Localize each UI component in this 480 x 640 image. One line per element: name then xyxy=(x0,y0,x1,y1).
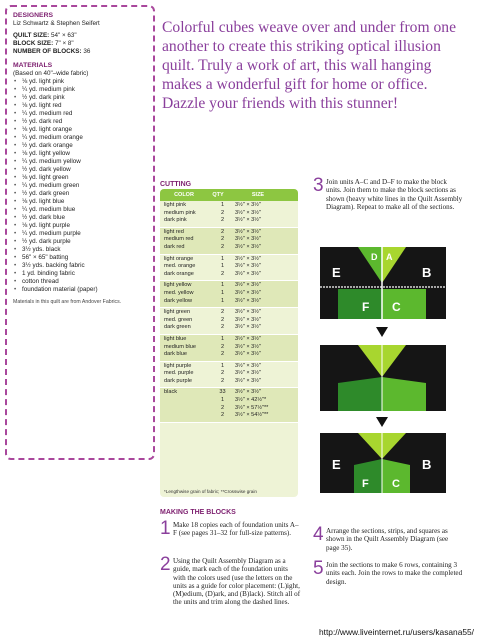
cutting-size: 3½" × 3½" xyxy=(235,389,261,396)
cutting-qty: 2 xyxy=(220,309,225,316)
cutting-qty: 1 xyxy=(220,297,225,304)
cutting-color: black xyxy=(164,389,178,396)
material-item: • ½ yd. dark yellow xyxy=(13,166,148,174)
cutting-color: dark green xyxy=(164,324,191,331)
cutting-qty-column xyxy=(213,309,232,332)
step-3-text: Join units A–C and D–F to make the block units. Join them to make the block sections as shown (heavy white lines in the Quilt Assembly Diagram). Repeat to make all of the sections. xyxy=(326,178,463,211)
step-2-text: Using the Quilt Assembly Diagram as a guide, mark each of the foundation units with the colors used (use the letters on the units as a guide for color placement: (L)ight, (M)edium, (D)ark, and (B)lack). Stitch all of the units and trim along the dashed lines. xyxy=(173,557,301,607)
cutting-size: 3½" × 3½" xyxy=(235,335,261,342)
cutting-qty-column xyxy=(213,363,232,386)
cutting-size: 3½" × 3½" xyxy=(235,362,261,369)
block-label-f: F xyxy=(362,478,369,490)
making-heading: MAKING THE BLOCKS xyxy=(160,509,236,516)
cutting-color: med. orange xyxy=(164,263,196,270)
cutting-color-column xyxy=(160,229,213,252)
cutting-size: 3½" × 3½" xyxy=(235,243,261,250)
cutting-size: 3½" × 3½" xyxy=(235,343,261,350)
cutting-color: light yellow xyxy=(164,282,192,289)
intro-text: Colorful cubes weave over and under from one another to create this striking optical illusion quilt. Truly a work of art, this wall hanging makes a wonderful gift for home or office. Dazzle your friends with this stunner! xyxy=(162,19,457,113)
cutting-size-column xyxy=(232,202,297,225)
cutting-qty: 1 xyxy=(220,362,225,369)
step-1 xyxy=(160,518,302,539)
material-item: • 3½ yds. black xyxy=(13,246,148,254)
cutting-size: 3½" × 3½" xyxy=(235,324,261,331)
cutting-qty: 2 xyxy=(220,324,225,331)
step-2-number: 2 xyxy=(160,554,171,575)
cutting-qty-column xyxy=(213,202,232,225)
cutting-color: medium pink xyxy=(164,209,196,216)
cutting-size: 3½" × 3½" xyxy=(235,351,261,358)
header-size: SIZE xyxy=(251,192,265,198)
cutting-size-column xyxy=(232,229,297,252)
block-label-e: E xyxy=(332,457,341,472)
cutting-size: 3½" × 3½" xyxy=(235,202,261,208)
cutting-color: medium red xyxy=(164,236,194,243)
arrow-down-1 xyxy=(376,327,388,337)
cutting-color: dark blue xyxy=(164,351,188,358)
cutting-footnote: *Lengthwise grain of fabric; **Crosswise grain xyxy=(164,489,257,494)
cutting-color-column xyxy=(160,282,213,305)
cutting-size: 3½" × 3½" xyxy=(235,255,261,262)
cutting-qty: 2 xyxy=(220,217,225,224)
cutting-qty: 2 xyxy=(220,209,225,216)
material-item: • ⅛ yd. light pink xyxy=(13,78,148,86)
joined-left xyxy=(338,377,382,411)
cutting-color-column xyxy=(160,363,213,386)
material-item: • 56" × 65" batting xyxy=(13,254,148,262)
cutting-qty: 1 xyxy=(220,289,225,296)
label-b: B xyxy=(422,265,432,280)
cutting-size: 3½" × 54½"** xyxy=(235,412,269,419)
materials-heading: MATERIALS xyxy=(13,62,53,69)
cutting-group xyxy=(160,388,298,422)
cutting-size: 3½" × 3½" xyxy=(235,297,261,304)
cutting-qty: 1 xyxy=(220,282,225,289)
material-item: • ½ yd. dark pink xyxy=(13,94,148,102)
cutting-size: 3½" × 42½"* xyxy=(235,397,267,404)
cutting-color-column xyxy=(160,389,213,419)
material-item: • ½ yd. dark blue xyxy=(13,214,148,222)
cutting-color: med. purple xyxy=(164,370,194,377)
cutting-table-header xyxy=(160,189,298,201)
cutting-qty: 2 xyxy=(220,270,225,277)
material-item: • ¼ yd. medium purple xyxy=(13,230,148,238)
step-4-text: Arrange the sections, strips, and squares as shown in the Quilt Assembly Diagram (see page 35). xyxy=(326,527,449,552)
step-2 xyxy=(160,554,302,607)
material-item: • ½ yd. dark purple xyxy=(13,238,148,246)
materials-sidebar xyxy=(5,5,155,460)
cutting-color: dark orange xyxy=(164,270,194,277)
cutting-color: med. yellow xyxy=(164,289,194,296)
step-4 xyxy=(313,524,463,552)
cutting-qty: 2 xyxy=(220,236,225,243)
diagram-units-panel xyxy=(320,247,446,319)
cutting-qty: 2 xyxy=(220,404,225,411)
cutting-qty: 2 xyxy=(220,351,225,358)
material-item: • 1 yd. binding fabric xyxy=(13,270,148,278)
cutting-color-column xyxy=(160,202,213,225)
cutting-qty: 2 xyxy=(220,316,225,323)
cutting-size-column xyxy=(232,309,297,332)
cutting-size: 3½" × 3½" xyxy=(235,282,261,289)
cutting-size: 3½" × 3½" xyxy=(235,217,261,224)
header-color: COLOR xyxy=(174,192,194,198)
cutting-size: 3½" × 3½" xyxy=(235,228,261,235)
cutting-color-column xyxy=(160,256,213,279)
cutting-qty-column xyxy=(213,336,232,359)
cutting-color: dark red xyxy=(164,243,185,250)
material-item: • cotton thread xyxy=(13,278,148,286)
label-d: D xyxy=(371,252,378,262)
cutting-size-column xyxy=(232,363,297,386)
block-assembly-diagram xyxy=(318,243,448,495)
cutting-size: 3½" × 3½" xyxy=(235,289,261,296)
cutting-size-column xyxy=(232,389,297,419)
cutting-size-column xyxy=(232,282,297,305)
label-f: F xyxy=(362,300,370,314)
material-item: • ⅛ yd. light green xyxy=(13,174,148,182)
cutting-qty: 2 xyxy=(220,377,225,384)
cutting-size: 3½" × 3½" xyxy=(235,309,261,316)
cutting-table-body xyxy=(160,201,298,423)
material-item: • ½ yd. dark red xyxy=(13,118,148,126)
number-of-blocks: NUMBER OF BLOCKS: 36 xyxy=(13,48,91,55)
cutting-size: 3½" × 3½" xyxy=(235,263,261,270)
cutting-qty: 1 xyxy=(220,335,225,342)
material-item: • ¼ yd. medium green xyxy=(13,182,148,190)
cutting-qty: 1 xyxy=(220,255,225,262)
block-label-b: B xyxy=(422,457,432,472)
cutting-qty-column xyxy=(213,282,232,305)
cutting-color: med. green xyxy=(164,316,193,323)
step-1-text: Make 18 copies each of foundation units A–F (see pages 31–32 for full-size patterns). xyxy=(173,521,299,538)
cutting-qty-column xyxy=(213,389,232,419)
cutting-qty: 1 xyxy=(220,202,225,208)
cutting-size: 3½" × 3½" xyxy=(235,316,261,323)
cutting-qty-column xyxy=(213,256,232,279)
cutting-color: light blue xyxy=(164,335,187,342)
cutting-qty: 33 xyxy=(219,389,226,396)
cutting-color: light purple xyxy=(164,362,192,369)
cutting-group xyxy=(160,228,298,255)
material-item: • ¼ yd. medium red xyxy=(13,110,148,118)
material-item: • ⅛ yd. light yellow xyxy=(13,150,148,158)
cutting-color: light pink xyxy=(164,202,187,208)
materials-list xyxy=(13,78,148,294)
cutting-qty: 2 xyxy=(220,243,225,250)
materials-footnote: Materials in this quilt are from Andover Fabrics. xyxy=(13,299,122,305)
designers-heading: DESIGNERS xyxy=(13,12,54,19)
cutting-group xyxy=(160,308,298,335)
cutting-size-column xyxy=(232,256,297,279)
step-1-number: 1 xyxy=(160,518,171,539)
material-item: • ⅛ yd. light red xyxy=(13,102,148,110)
step-3 xyxy=(313,175,463,211)
materials-note: (Based on 40"–wide fabric) xyxy=(13,70,89,77)
material-item: • ½ yd. dark green xyxy=(13,190,148,198)
arrow-down-2 xyxy=(376,417,388,427)
step-5 xyxy=(313,558,463,586)
block-label-c: C xyxy=(392,478,400,490)
step-5-number: 5 xyxy=(313,558,324,579)
label-c: C xyxy=(392,300,401,314)
cutting-color: light orange xyxy=(164,255,194,262)
block-size: BLOCK SIZE: 7" × 8" xyxy=(13,40,74,47)
cutting-size: 3½" × 3½" xyxy=(235,236,261,243)
label-e: E xyxy=(332,265,341,280)
cutting-color: light green xyxy=(164,309,191,316)
step-4-number: 4 xyxy=(313,524,324,545)
material-item: • 3½ yds. backing fabric xyxy=(13,262,148,270)
material-item: • ¼ yd. medium blue xyxy=(13,206,148,214)
cutting-color: medium blue xyxy=(164,343,197,350)
cutting-qty: 1 xyxy=(220,397,225,404)
cutting-qty-column xyxy=(213,229,232,252)
cutting-qty: 2 xyxy=(220,412,225,419)
cutting-group xyxy=(160,362,298,389)
cutting-size: 3½" × 3½" xyxy=(235,270,261,277)
cutting-qty: 1 xyxy=(220,263,225,270)
step-5-text: Join the sections to make 6 rows, containing 3 units each. Join the rows to make the completed design. xyxy=(326,561,463,586)
step-3-number: 3 xyxy=(313,175,324,196)
cutting-size: 3½" × 3½" xyxy=(235,370,261,377)
cutting-size-column xyxy=(232,336,297,359)
cutting-size: 3½" × 57½"** xyxy=(235,404,269,411)
cutting-qty: 2 xyxy=(220,228,225,235)
cutting-group xyxy=(160,255,298,282)
unit-f-shape xyxy=(338,289,382,319)
cutting-group xyxy=(160,281,298,308)
material-item: • ¼ yd. medium yellow xyxy=(13,158,148,166)
cutting-color: dark yellow xyxy=(164,297,192,304)
cutting-color-column xyxy=(160,336,213,359)
cutting-color: light red xyxy=(164,228,184,235)
material-item: • ¼ yd. medium orange xyxy=(13,134,148,142)
material-item: • foundation material (paper) xyxy=(13,286,148,294)
cutting-color-column xyxy=(160,309,213,332)
cutting-size: 3½" × 3½" xyxy=(235,377,261,384)
cutting-group xyxy=(160,335,298,362)
quilt-size: QUILT SIZE: 54" × 63" xyxy=(13,32,77,39)
cutting-qty: 2 xyxy=(220,370,225,377)
joined-right xyxy=(382,377,426,411)
diagram-joined-panel xyxy=(320,345,446,411)
unit-c-shape xyxy=(382,289,426,319)
cutting-color: dark pink xyxy=(164,217,187,224)
cutting-group xyxy=(160,201,298,228)
cutting-size: 3½" × 3½" xyxy=(235,209,261,216)
material-item: • ⅛ yd. light blue xyxy=(13,198,148,206)
label-a: A xyxy=(386,252,393,262)
material-item: • ⅛ yd. light purple xyxy=(13,222,148,230)
watermark-url: http://www.liveinternet.ru/users/kasana55/ xyxy=(318,627,474,637)
cutting-table xyxy=(160,189,298,497)
cutting-qty: 2 xyxy=(220,343,225,350)
designers-names: Liz Schwartz & Stephen Seifert xyxy=(13,20,100,27)
header-qty: QTY xyxy=(212,192,224,198)
material-item: • ¼ yd. medium pink xyxy=(13,86,148,94)
material-item: • ½ yd. dark orange xyxy=(13,142,148,150)
cutting-heading: CUTTING xyxy=(160,181,192,188)
material-item: • ⅛ yd. light orange xyxy=(13,126,148,134)
diagram-block-panel xyxy=(320,433,446,493)
cutting-color: dark purple xyxy=(164,377,192,384)
